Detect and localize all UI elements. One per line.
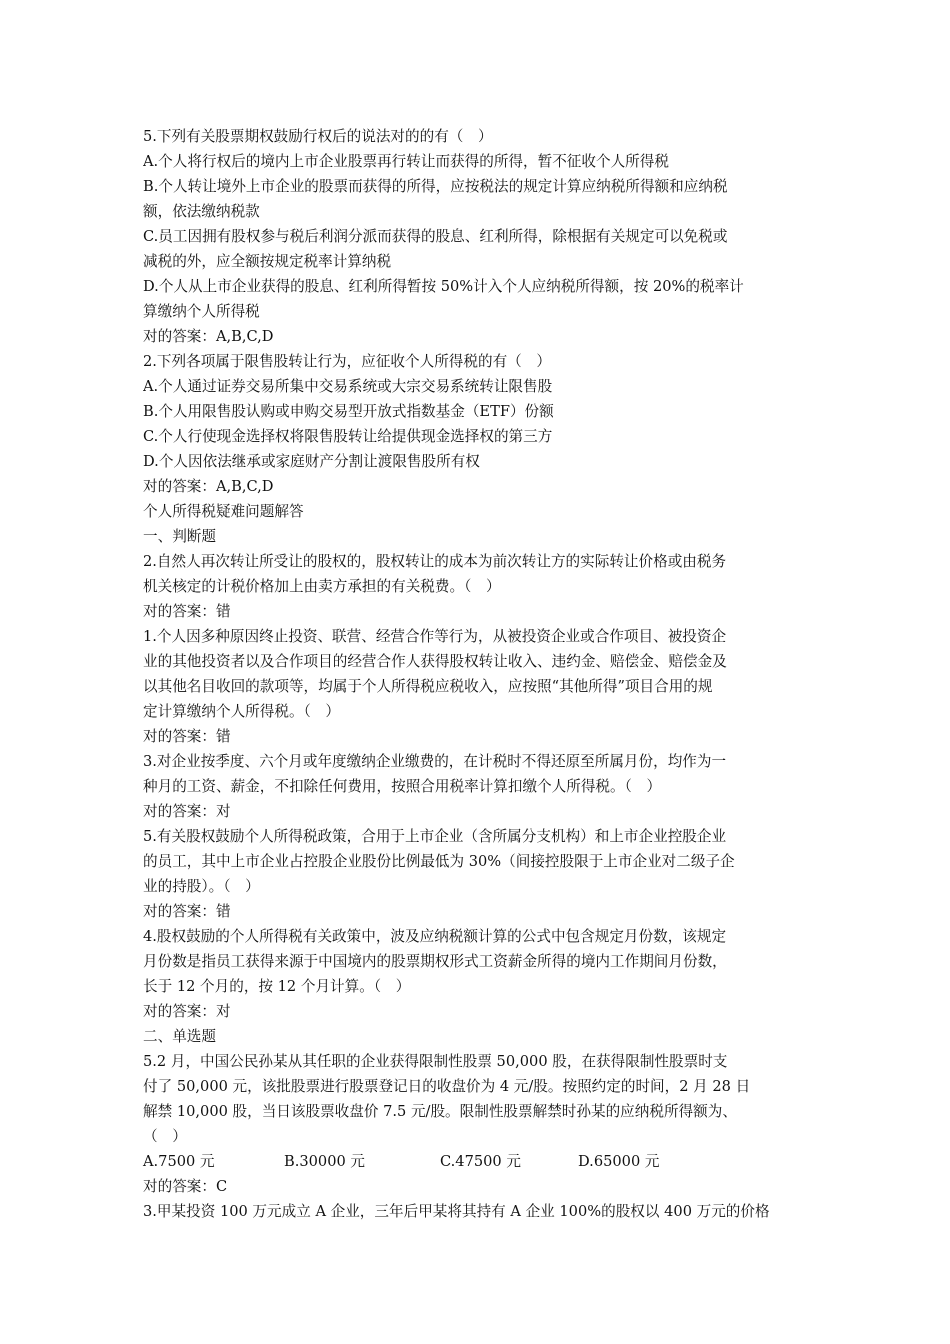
text-line: 对的答案：错 [143,603,231,620]
document-page [143,124,815,1224]
text-line: 4.股权鼓励的个人所得税有关政策中，波及应纳税额计算的公式中包含规定月份数，该规定 [143,928,727,945]
text-line: 月份数是指员工获得来源于中国境内的股票期权形式工资薪金所得的境内工作期间月份数， [143,953,727,970]
text-line: 5.下列有关股票期权鼓励行权后的说法对的的有（ ） [143,128,493,145]
text-line: D.个人因依法继承或家庭财产分割让渡限售股所有权 [143,453,480,470]
text-line: 的员工，其中上市企业占控股企业股份比例最低为 30%（间接控股限于上市企业对二级子企 [143,853,735,870]
text-line: 对的答案：对 [143,1003,231,1020]
text-line: 3.甲某投资 100 万元成立 A 企业，三年后甲某将其持有 A 企业 100%的股权以 400 万元的价格 [143,1203,770,1220]
text-line: 二、单选题 [143,1028,216,1045]
text-line: 业的持股）。（ ） [143,878,260,895]
text-line: （ ） [143,1128,187,1145]
answer-options-row [143,1149,815,1174]
text-line: 减税的外，应全额按规定税率计算纳税 [143,253,392,270]
text-line: 额，依法缴纳税款 [143,203,260,220]
text-line: 3.对企业按季度、六个月或年度缴纳企业缴费的，在计税时不得还原至所属月份，均作为一 [143,753,727,770]
document-body [143,124,815,1149]
text-line: 对的答案：错 [143,728,231,745]
document-body-tail [143,1174,815,1224]
text-line: B.个人用限售股认购或申购交易型开放式指数基金（ETF）份额 [143,403,554,420]
text-line: C.员工因拥有股权参与税后利润分派而获得的股息、红利所得，除根据有关规定可以免税或 [143,228,728,245]
text-line: A.个人将行权后的境内上市企业股票再行转让而获得的所得，暂不征收个人所得税 [143,153,669,170]
text-line: 算缴纳个人所得税 [143,303,260,320]
text-line: 机关核定的计税价格加上由卖方承担的有关税费。（ ） [143,578,501,595]
option-c: C.47500 元 [440,1153,521,1170]
text-line: 解禁 10,000 股，当日该股票收盘价 7.5 元/股。限制性股票解禁时孙某的应纳税所得额为、 [143,1103,737,1120]
text-line: D.个人从上市企业获得的股息、红利所得暂按 50%计入个人应纳税所得额，按 20%的税率计 [143,278,744,295]
text-line: 对的答案：对 [143,803,231,820]
text-line: 对的答案：错 [143,903,231,920]
text-line: 个人所得税疑难问题解答 [143,503,304,520]
text-line: 对的答案：C [143,1178,228,1195]
text-line: 长于 12 个月的，按 12 个月计算。（ ） [143,978,411,995]
text-line: 对的答案：A,B,C,D [143,478,274,495]
option-a: A.7500 元 [143,1153,215,1170]
text-line: C.个人行使现金选择权将限售股转让给提供现金选择权的第三方 [143,428,553,445]
text-line: 一、判断题 [143,528,216,545]
text-line: 5.有关股权鼓励个人所得税政策，合用于上市企业（含所属分支机构）和上市企业控股企业 [143,828,727,845]
text-line: 业的其他投资者以及合作项目的经营合作人获得股权转让收入、违约金、赔偿金、赔偿金及 [143,653,727,670]
text-line: 付了 50,000 元，该批股票进行股票登记日的收盘价为 4 元/股。按照约定的时间，2 月 28 日 [143,1078,751,1095]
text-line: 1.个人因多种原因终止投资、联营、经营合作等行为，从被投资企业或合作项目、被投资企 [143,628,727,645]
text-line: 5.2 月，中国公民孙某从其任职的企业获得限制性股票 50,000 股，在获得限制性股票时支 [143,1053,728,1070]
text-line: 对的答案：A,B,C,D [143,328,274,345]
text-line: A.个人通过证券交易所集中交易系统或大宗交易系统转让限售股 [143,378,553,395]
text-line: 种月的工资、薪金，不扣除任何费用，按照合用税率计算扣缴个人所得税。（ ） [143,778,662,795]
text-line: 定计算缴纳个人所得税。（ ） [143,703,341,720]
option-b: B.30000 元 [284,1153,366,1170]
text-line: 以其他名目收回的款项等，均属于个人所得税应税收入，应按照“其他所得”项目合用的规 [143,678,713,695]
text-line: 2.自然人再次转让所受让的股权的，股权转让的成本为前次转让方的实际转让价格或由税务 [143,553,727,570]
text-line: 2.下列各项属于限售股转让行为，应征收个人所得税的有（ ） [143,353,551,370]
option-d: D.65000 元 [578,1153,660,1170]
text-line: B.个人转让境外上市企业的股票而获得的所得，应按税法的规定计算应纳税所得额和应纳税 [143,178,728,195]
